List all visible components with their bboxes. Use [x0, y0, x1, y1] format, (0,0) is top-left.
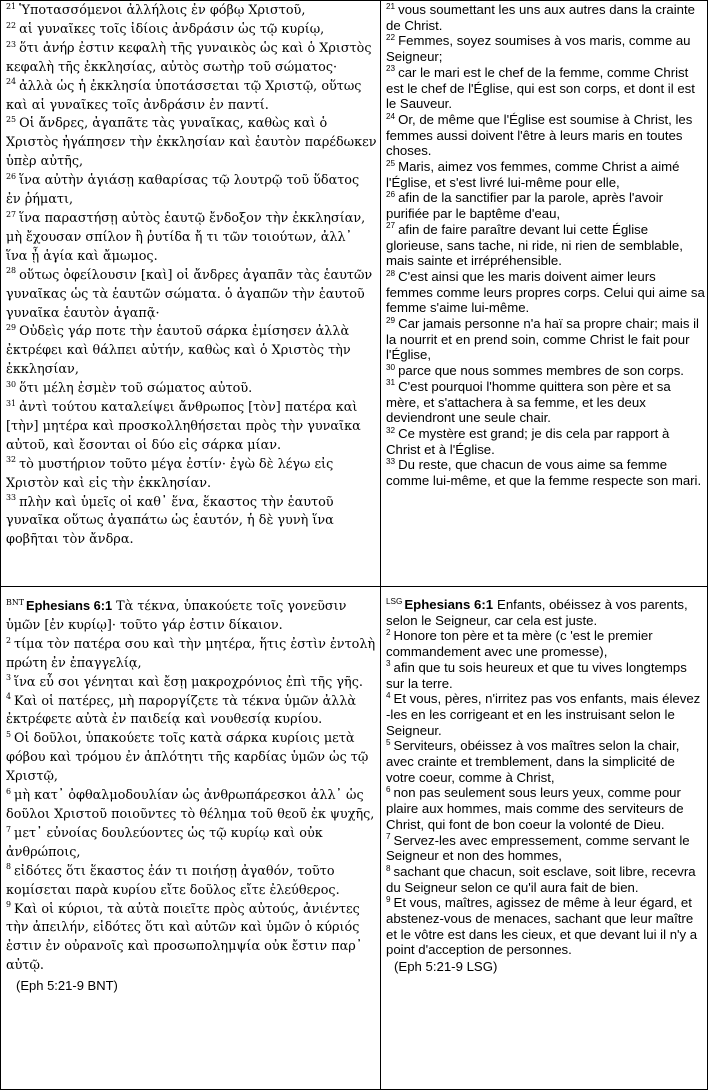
- verse: [6, 787, 377, 825]
- verse-number: 32: [6, 455, 17, 465]
- verse-number: 3: [386, 659, 391, 669]
- verse: [386, 895, 706, 958]
- verse-text: Maris, aimez vos femmes, comme Christ a aimé l'Église, et s'est livré lui-même pour elle,: [386, 159, 680, 190]
- verse-number: 9: [386, 894, 391, 904]
- verse: [6, 78, 377, 116]
- verse-number: 6: [6, 786, 12, 796]
- verse: [386, 190, 706, 221]
- verse-number: 2: [386, 628, 391, 638]
- verse-text: Τὰ τέκνα, ὑπακούετε τοῖς γονεῦσιν ὑμῶν [ἐν κυρίῳ]· τοῦτο γάρ ἐστιν δίκαιον.: [6, 599, 347, 633]
- verse-text: parce que nous sommes membres de son corps.: [398, 363, 684, 379]
- verse-number: 25: [386, 158, 396, 168]
- verse-text: ἀλλὰ ὡς ἡ ἐκκλησία ὑποτάσσεται τῷ Χριστῷ, οὕτως καὶ αἱ γυναῖκες τοῖς ἀνδράσιν ἐν παντί.: [6, 78, 362, 113]
- verse: [386, 457, 706, 488]
- verse-text: C'est pourquoi l'homme quittera son père et sa mère, et s'attachera à sa femme, et les deux deviendront une seule chair.: [386, 378, 671, 426]
- verse-text: ὅτι μέλη ἐσμὲν τοῦ σώματος αὐτοῦ.: [19, 381, 253, 397]
- verse-number: 27: [6, 209, 17, 219]
- verse-number: 4: [6, 692, 12, 702]
- verse-text: afin de faire paraître devant lui cette Église glorieuse, sans tache, ni ride, ni rien de semblable, mais sainte et irrépréhensible.: [386, 221, 683, 269]
- row-divider: [1, 586, 707, 587]
- verse: [386, 222, 706, 269]
- verse: [386, 426, 706, 457]
- verse-number: 26: [386, 190, 396, 200]
- verse: [6, 456, 377, 494]
- verse-text: οὕτως ὀφείλουσιν [καὶ] οἱ ἄνδρες ἀγαπᾶν τὰς ἑαυτῶν γυναῖκας ὡς τὰ ἑαυτῶν σώματα. ὁ ἀγαπῶν τὴν ἑαυτοῦ γυναῖκα ἑαυτὸν ἀγαπᾷ·: [6, 267, 373, 321]
- verse-text: Car jamais personne n'a haï sa propre chair; mais il la nourrit et en prend soin, comme Christ le fait pour l'Église,: [386, 316, 699, 363]
- passage-reference: Ephesians 6:1: [404, 597, 494, 612]
- verse: [386, 363, 706, 379]
- verse-number: 22: [6, 20, 17, 30]
- verse-text: Καὶ οἱ πατέρες, μὴ παροργίζετε τὰ τέκνα ὑμῶν ἀλλὰ ἐκτρέφετε αὐτὰ ἐν παιδείᾳ καὶ νουθεσίᾳ κυρίου.: [6, 693, 357, 728]
- verse-text: Et vous, pères, n'irritez pas vos enfants, mais élevez -les en les corrigeant et en les instruisant selon le Seigneur.: [386, 691, 701, 738]
- verse-number: 22: [386, 33, 396, 43]
- verse-number: 21: [386, 2, 396, 11]
- verse: [386, 864, 706, 895]
- verse-number: 28: [386, 268, 396, 278]
- citation: (Eph 5:21-9 BNT): [16, 978, 118, 994]
- verse-number: 24: [386, 111, 396, 121]
- french-eph6-cell: [386, 597, 706, 1087]
- verse-number: 7: [6, 824, 12, 834]
- verse-number: 27: [386, 221, 396, 231]
- verse-number: 3: [6, 673, 12, 683]
- verse-number: 33: [386, 457, 396, 466]
- verse: [386, 660, 706, 691]
- verse: [386, 691, 706, 738]
- verse-text: πλὴν καὶ ὑμεῖς οἱ καθ᾽ ἕνα, ἕκαστος τὴν ἑαυτοῦ γυναῖκα οὕτως ἀγαπάτω ὡς ἑαυτόν, ἡ δὲ γυνὴ ἵνα φοβῆται τὸν ἄνδρα.: [6, 494, 334, 548]
- verse-text: Et vous, maîtres, agissez de même à leur égard, et abstenez-vous de menaces, sachant que leur maître et le vôtre est dans les cieux, et que devant lui il n'y a point d'acception de personnes.: [386, 895, 698, 958]
- greek-eph5-cell: [6, 2, 377, 584]
- verse: [6, 636, 377, 674]
- verse-number: 21: [6, 2, 17, 11]
- verse-text: εἰδότες ὅτι ἕκαστος ἐάν τι ποιήσῃ ἀγαθόν, τοῦτο κομίσεται παρὰ κυρίου εἴτε δοῦλος εἴτε ἐλεύθερος.: [6, 863, 340, 898]
- verse-number: 6: [386, 785, 391, 795]
- verse-number: 24: [6, 77, 17, 87]
- verse: [386, 112, 706, 159]
- verse: [6, 674, 377, 693]
- verse-number: 25: [6, 115, 17, 125]
- verse: [386, 833, 706, 864]
- verse: [6, 901, 377, 977]
- verse-text: afin de la sanctifier par la parole, après l'avoir purifiée par le baptême d'eau,: [386, 190, 664, 222]
- verse-number: 7: [386, 832, 391, 842]
- verse-number: 8: [6, 862, 12, 872]
- verse: [386, 159, 706, 190]
- verse: [386, 379, 706, 426]
- verse-text: Or, de même que l'Église est soumise à Christ, les femmes aussi doivent l'être à leurs maris en toutes choses.: [386, 111, 693, 159]
- verse: [386, 33, 706, 64]
- verse-number: 30: [386, 362, 396, 372]
- verse: [6, 730, 377, 787]
- verse-number: 29: [386, 315, 396, 325]
- verse: [6, 399, 377, 456]
- verse: [386, 2, 706, 33]
- verse-number: 31: [6, 398, 17, 408]
- verse-number: 4: [386, 690, 391, 700]
- verse-text: C'est ainsi que les maris doivent aimer leurs femmes comme leurs propres corps. Celui qui aime sa femme s'aime lui-même.: [386, 268, 705, 316]
- version-tag: LSG: [386, 597, 403, 606]
- verse-text: ἀντὶ τούτου καταλείψει ἄνθρωπος [τὸν] πατέρα καὶ [τὴν] μητέρα καὶ προσκολληθήσεται πρὸς τὴν γυναῖκα αὐτοῦ, καὶ ἔσονται οἱ δύο εἰς σάρκα μίαν.: [6, 400, 361, 453]
- verse: [6, 380, 377, 399]
- verse-number: 9: [6, 900, 12, 910]
- verse-text: Οἱ ἄνδρες, ἀγαπᾶτε τὰς γυναῖκας, καθὼς καὶ ὁ Χριστὸς ἠγάπησεν τὴν ἐκκλησίαν καὶ ἑαυτὸν παρέδωκεν ὑπὲρ αὐτῆς,: [6, 116, 377, 170]
- verse-text: sachant que chacun, soit esclave, soit libre, recevra du Seigneur selon ce qu'il aura fait de bien.: [386, 863, 696, 895]
- verse-text: Καὶ οἱ κύριοι, τὰ αὐτὰ ποιεῖτε πρὸς αὐτούς, ἀνιέντες τὴν ἀπειλήν, εἰδότες ὅτι καὶ αὐτῶν καὶ ὑμῶν ὁ κύριός ἐστιν ἐν οὐρανοῖς καὶ προσωπολημψία οὐκ ἔστιν παρ᾽ αὐτῷ.: [6, 901, 363, 974]
- verse: [6, 323, 377, 380]
- verse-text: μὴ κατ᾽ ὀφθαλμοδουλίαν ὡς ἀνθρωπάρεσκοι ἀλλ᾽ ὡς δοῦλοι Χριστοῦ ποιοῦντες τὸ θέλημα τοῦ θεοῦ ἐκ ψυχῆς,: [6, 788, 375, 822]
- verse-text: vous soumettant les uns aux autres dans la crainte de Christ.: [386, 2, 695, 33]
- verse-number: 31: [386, 378, 396, 388]
- verse-number: 5: [6, 730, 12, 740]
- version-tag: BNT: [6, 597, 25, 607]
- verse-number: 30: [6, 379, 17, 389]
- verse: [386, 628, 706, 659]
- verse: [386, 269, 706, 316]
- verse-text: ἵνα εὖ σοι γένηται καὶ ἔσῃ μακροχρόνιος ἐπὶ τῆς γῆς.: [14, 674, 363, 690]
- verse: [386, 597, 706, 628]
- verse-text: ἵνα παραστήσῃ αὐτὸς ἑαυτῷ ἔνδοξον τὴν ἐκκλησίαν, μὴ ἔχουσαν σπίλον ἢ ῥυτίδα ἤ τι τῶν τοιούτων, ἀλλ᾽ ἵνα ᾖ ἁγία καὶ ἄμωμος.: [6, 210, 366, 264]
- verse-text: Ce mystère est grand; je dis cela par rapport à Christ et à l'Église.: [386, 425, 670, 457]
- verse-text: μετ᾽ εὐνοίας δουλεύοντες ὡς τῷ κυρίῳ καὶ οὐκ ἀνθρώποις,: [6, 825, 323, 860]
- verse-number: 28: [6, 266, 17, 276]
- verse-number: 32: [386, 425, 396, 435]
- verse: [6, 2, 377, 21]
- verse: [386, 738, 706, 785]
- verse: [386, 316, 706, 363]
- verse-number: 33: [6, 493, 17, 503]
- verse-number: 26: [6, 171, 17, 181]
- verse-text: afin que tu sois heureux et que tu vives longtemps sur la terre.: [386, 659, 687, 691]
- verse: [6, 494, 377, 551]
- verse: [386, 785, 706, 832]
- verse: [6, 40, 377, 78]
- verse: [6, 172, 377, 210]
- greek-eph6-cell: [6, 597, 377, 1087]
- verse-text: Servez-les avec empressement, comme servant le Seigneur et non des hommes,: [386, 832, 690, 864]
- verse: [6, 115, 377, 172]
- verse-text: car le mari est le chef de la femme, comme Christ est le chef de l'Église, qui est son corps, et dont il est le Sauveur.: [386, 64, 695, 112]
- verse-text: Οὐδεὶς γάρ ποτε τὴν ἑαυτοῦ σάρκα ἐμίσησεν ἀλλὰ ἐκτρέφει καὶ θάλπει αὐτήν, καθὼς καὶ ὁ Χριστὸς τὴν ἐκκλησίαν,: [6, 324, 351, 378]
- verse: [6, 21, 377, 40]
- verse-text: τίμα τὸν πατέρα σου καὶ τὴν μητέρα, ἥτις ἐστὶν ἐντολὴ πρώτη ἐν ἐπαγγελίᾳ,: [6, 636, 376, 671]
- verse-text: Honore ton père et ta mère (c 'est le premier commandement avec une promesse),: [386, 628, 653, 660]
- verse-text: ὅτι ἀνήρ ἐστιν κεφαλὴ τῆς γυναικὸς ὡς καὶ ὁ Χριστὸς κεφαλὴ τῆς ἐκκλησίας, αὐτὸς σωτὴρ τοῦ σώματος·: [6, 40, 372, 75]
- verse-text: τὸ μυστήριον τοῦτο μέγα ἐστίν· ἐγὼ δὲ λέγω εἰς Χριστὸν καὶ εἰς τὴν ἐκκλησίαν.: [6, 456, 334, 491]
- verse-text: Οἱ δοῦλοι, ὑπακούετε τοῖς κατὰ σάρκα κυρίοις μετὰ φόβου καὶ τρόμου ἐν ἁπλότητι τῆς καρδίας ὑμῶν ὡς τῷ Χριστῷ,: [6, 731, 369, 785]
- verse-text: ἵνα αὐτὴν ἁγιάσῃ καθαρίσας τῷ λουτρῷ τοῦ ὕδατος ἐν ῥήματι,: [6, 173, 360, 208]
- verse: [6, 210, 377, 267]
- verse-text: Serviteurs, obéissez à vos maîtres selon la chair, avec crainte et tremblement, dans la simplicité de votre coeur, comme à Christ,: [386, 738, 680, 785]
- verse-text: non pas seulement sous leurs yeux, comme pour plaire aux hommes, mais comme des serviteurs de Christ, qui font de bon coeur la volonté de Dieu.: [386, 785, 684, 832]
- verse: [6, 693, 377, 731]
- verse-number: 23: [386, 64, 396, 74]
- verse-number: 29: [6, 323, 17, 333]
- verse-text: Ὑποτασσόμενοι ἀλλήλοις ἐν φόβῳ Χριστοῦ,: [19, 3, 306, 18]
- verse-number: 2: [6, 635, 12, 645]
- verse: [6, 863, 377, 901]
- verse: [6, 825, 377, 863]
- passage-reference: Ephesians 6:1: [26, 598, 113, 613]
- verse: [6, 597, 377, 636]
- french-eph5-cell: [386, 2, 706, 584]
- verse-number: 8: [386, 863, 391, 873]
- verse-text: αἱ γυναῖκες τοῖς ἰδίοις ἀνδράσιν ὡς τῷ κυρίῳ,: [19, 21, 325, 37]
- verse-text: Du reste, que chacun de vous aime sa femme comme lui-même, et que la femme respecte son mari.: [386, 457, 702, 489]
- verse-text: Enfants, obéissez à vos parents, selon le Seigneur, car cela est juste.: [386, 597, 688, 628]
- verse-number: 5: [386, 737, 391, 747]
- verse-number: 23: [6, 39, 17, 49]
- verse: [6, 267, 377, 324]
- citation: (Eph 5:21-9 LSG): [394, 959, 498, 975]
- column-divider: [380, 1, 381, 1089]
- verse: [386, 65, 706, 112]
- verse-text: Femmes, soyez soumises à vos maris, comme au Seigneur;: [386, 33, 691, 65]
